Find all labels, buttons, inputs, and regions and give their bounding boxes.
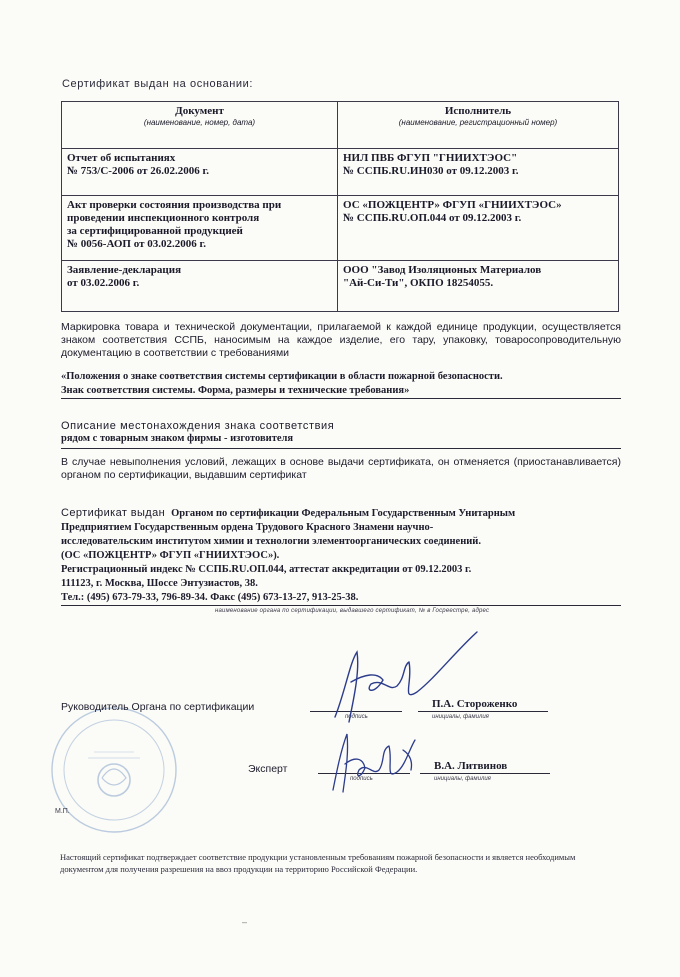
executor-cell: НИЛ ПВБ ФГУП "ГНИИХТЭОС" № ССПБ.RU.ИН030 от 09.12.2003 г.	[338, 149, 619, 196]
document-cell: Акт проверки состояния производства при проведении инспекционного контроля за сертифицированной продукцией № 0056-АОП от 03.02.2006 г.	[62, 196, 338, 261]
stamp-icon	[44, 700, 184, 840]
executor-header: Исполнитель (наименование, регистрационный номер)	[338, 102, 619, 149]
executor-cell: ООО "Завод Изоляционых Материалов "Ай-Си-Ти", ОКПО 18254055.	[338, 261, 619, 312]
stamp-label: М.П.	[55, 808, 70, 815]
head-name: П.А. Стороженко	[432, 698, 518, 710]
divider	[61, 448, 621, 449]
issuer-block: Сертификат выдан Органом по сертификации Федеральным Государственным Унитарным Предприятием Государственным ордена Трудового Красного Знамени научно- исследовательским институтом химии и технологии элементоорганических соединений. (ОС «ПОЖЦЕНТР» ФГУП «ГНИИХТЭОС»). Регистрационный индекс № ССПБ.RU.ОП.044, аттестат аккредитации от 09.12.2003 г. 111123, г. Москва, Шоссе Энтузиастов, 38. Тел.: (495) 673-79-33, 796-89-34. Факс (495) 673-13-27, 913-25-38.	[61, 507, 516, 603]
marking-text: Маркировка товара и технической документации, прилагаемой к каждой единице продукции, осуществляется знаком соответствия ССПБ, наносимым на каждое изделие, его тару, упаковку, товаросопроводительную документацию в соответствии с требованиями	[61, 321, 621, 359]
document-cell: Заявление-декларация от 03.02.2006 г.	[62, 261, 338, 312]
regulation-title: «Положения о знаке соответствия системы сертификации в области пожарной безопасности. Знак соответствия системы. Форма, размеры и технические требования»	[61, 370, 621, 399]
initials-caption: инициалы, фамилия	[432, 714, 489, 720]
expert-name: В.А. Литвинов	[434, 760, 508, 772]
location-title: Описание местонахождения знака соответствия	[61, 420, 335, 432]
name-line	[420, 773, 550, 774]
table-row	[62, 149, 619, 196]
document-cell: Отчет об испытаниях № 753/С-2006 от 26.02.2006 г.	[62, 149, 338, 196]
basis-title: Сертификат выдан на основании:	[62, 78, 254, 90]
initials-caption: инициалы, фамилия	[434, 776, 491, 782]
expert-signature-icon	[315, 720, 425, 800]
divider	[61, 605, 621, 606]
head-label: Руководитель Органа по сертификации	[61, 701, 255, 713]
head-signature-icon	[305, 622, 485, 732]
cancel-text: В случае невыполнения условий, лежащих в основе выдачи сертификата, он отменяется (приостанавливается) органом по сертификации, выдавшим сертификат	[61, 456, 621, 481]
document-header: Документ (наименование, номер, дата)	[62, 102, 338, 149]
signature-caption: подпись	[345, 714, 368, 720]
basis-table	[61, 101, 619, 312]
signature-caption: подпись	[350, 776, 373, 782]
table-row	[62, 196, 619, 261]
location-value: рядом с товарным знаком фирмы - изготовителя	[61, 433, 294, 444]
executor-cell: ОС «ПОЖЦЕНТР» ФГУП «ГНИИХТЭОС» № ССПБ.RU.ОП.044 от 09.12.2003 г.	[338, 196, 619, 261]
table-row	[62, 261, 619, 312]
page-mark: –	[242, 917, 248, 927]
issuer-caption: наименование органа по сертификации, выдавшего сертификат, № в Госреестре, адрес	[215, 608, 490, 614]
expert-label: Эксперт	[248, 763, 288, 775]
footer-text: Настоящий сертификат подтверждает соответствие продукции установленным требованиям пожарной безопасности и является необходимым документом для получения разрешения на ввоз продукции на территорию Российской Федерации.	[60, 852, 576, 874]
